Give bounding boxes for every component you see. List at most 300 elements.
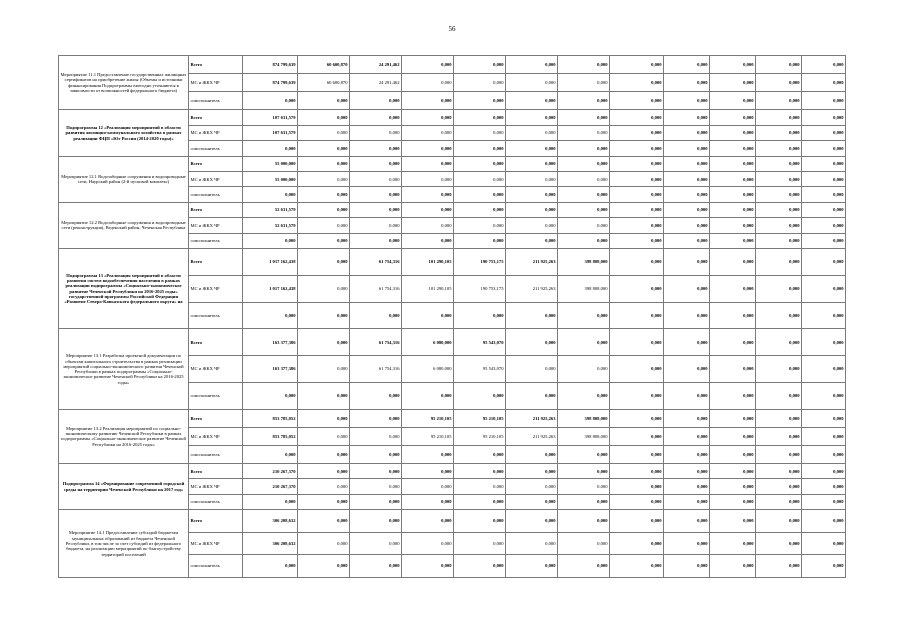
amount-cell: 0,000 xyxy=(243,92,298,110)
amount-cell: 0,000 xyxy=(558,56,610,74)
amount-cell: 0,000 xyxy=(710,464,756,479)
amount-cell: 0,000 xyxy=(610,356,664,383)
funding-source-label: соисполнитель xyxy=(189,555,243,578)
amount-cell: 0,000 xyxy=(402,74,454,92)
amount-cell: 0,000 xyxy=(506,302,558,329)
amount-cell: 0,000 xyxy=(298,233,350,248)
amount-cell: 0,000 xyxy=(610,427,664,445)
amount-cell: 0,000 xyxy=(756,479,802,494)
amount-cell: 0,000 xyxy=(610,302,664,329)
amount-cell: 0,000 xyxy=(802,187,846,202)
budget-table-body xyxy=(59,56,846,578)
amount-cell: 0,000 xyxy=(802,74,846,92)
amount-cell: 0,000 xyxy=(710,110,756,125)
amount-cell: 0,000 xyxy=(610,56,664,74)
amount-cell: 211 925,263 xyxy=(506,409,558,427)
amount-cell: 0,000 xyxy=(710,510,756,532)
funding-source-label: МС и ЖКХ ЧР xyxy=(189,479,243,494)
amount-cell: 0,000 xyxy=(710,302,756,329)
amount-cell: 0,000 xyxy=(610,510,664,532)
amount-cell: 0,000 xyxy=(664,172,710,187)
amount-cell: 0,000 xyxy=(610,92,664,110)
funding-source-label: соисполнитель xyxy=(189,494,243,509)
amount-cell: 0,000 xyxy=(506,464,558,479)
amount-cell: 0,000 xyxy=(756,275,802,302)
amount-cell: 0,000 xyxy=(298,510,350,532)
amount-cell: 0,000 xyxy=(610,275,664,302)
funding-source-label: соисполнитель xyxy=(189,445,243,463)
amount-cell: 0,000 xyxy=(558,302,610,329)
amount-cell: 0,000 xyxy=(454,555,506,578)
amount-cell: 0,000 xyxy=(506,382,558,409)
amount-cell: 0,000 xyxy=(756,92,802,110)
amount-cell: 190 753,175 xyxy=(454,275,506,302)
amount-cell: 0,000 xyxy=(664,156,710,171)
amount-cell: 0,000 xyxy=(402,187,454,202)
amount-cell: 0,000 xyxy=(454,92,506,110)
amount-cell: 0,000 xyxy=(756,510,802,532)
amount-cell: 0,000 xyxy=(454,202,506,217)
amount-cell: 0,000 xyxy=(802,445,846,463)
amount-cell: 0,000 xyxy=(664,275,710,302)
table-row xyxy=(59,510,846,532)
amount-cell: 0,000 xyxy=(710,356,756,383)
amount-cell: 0,000 xyxy=(664,125,710,140)
amount-cell: 0,000 xyxy=(756,172,802,187)
amount-cell: 190 753,175 xyxy=(454,249,506,276)
amount-cell: 0,000 xyxy=(402,464,454,479)
amount-cell: 398 808,000 xyxy=(558,427,610,445)
amount-cell: 6 080,000 xyxy=(402,356,454,383)
amount-cell: 0,000 xyxy=(298,356,350,383)
amount-cell: 0,000 xyxy=(756,187,802,202)
amount-cell: 0,000 xyxy=(402,479,454,494)
subprogram-name: Подпрограмма 13 «Реализация мероприятий в области развития систем водообеспечения населения в рамках реализации подпрограммы «Социально-экономическое развитие Чеченской Республики на 2016-2025 годы» государственной программы Российской Федерации «Развитие Северо-Кавказского федерального округа» на xyxy=(59,249,189,329)
funding-source-label: Всего xyxy=(189,56,243,74)
amount-cell: 0,000 xyxy=(506,56,558,74)
amount-cell: 0,000 xyxy=(506,218,558,233)
amount-cell: 107 631,579 xyxy=(243,110,298,125)
amount-cell: 0,000 xyxy=(610,218,664,233)
amount-cell: 0,000 xyxy=(350,202,402,217)
activity-name: Мероприятие 13.1 Разработка проектной документации по объектам капитального строительства в рамках реализации мероприятий социально-экономического развития Чеченской Республики в рамках подпрограммы «Социально-экономическое развитие Чеченской Республики на 2016-2025 годы» xyxy=(59,329,189,409)
funding-source-label: МС и ЖКХ ЧР xyxy=(189,275,243,302)
amount-cell: 1 017 162,438 xyxy=(243,275,298,302)
amount-cell: 0,000 xyxy=(756,356,802,383)
amount-cell: 0,000 xyxy=(454,74,506,92)
amount-cell: 0,000 xyxy=(610,110,664,125)
amount-cell: 0,000 xyxy=(756,202,802,217)
amount-cell: 0,000 xyxy=(243,494,298,509)
funding-source-label: МС и ЖКХ ЧР xyxy=(189,356,243,383)
amount-cell: 0,000 xyxy=(298,92,350,110)
amount-cell: 0,000 xyxy=(802,532,846,554)
amount-cell: 874 799,639 xyxy=(243,74,298,92)
amount-cell: 0,000 xyxy=(756,532,802,554)
amount-cell: 0,000 xyxy=(454,172,506,187)
amount-cell: 0,000 xyxy=(802,92,846,110)
amount-cell: 0,000 xyxy=(454,302,506,329)
amount-cell: 0,000 xyxy=(454,494,506,509)
amount-cell: 0,000 xyxy=(756,409,802,427)
subprogram-name: Подпрограмма 14 «Формирование современной городской среды на территории Чеченской Республики на 2017 год» xyxy=(59,464,189,510)
amount-cell: 0,000 xyxy=(610,141,664,156)
amount-cell: 0,000 xyxy=(802,510,846,532)
amount-cell: 0,000 xyxy=(710,275,756,302)
amount-cell: 0,000 xyxy=(802,275,846,302)
amount-cell: 55 000,000 xyxy=(243,156,298,171)
activity-name: Мероприятие 12.2 Водозаборные сооружения и водопроводные сети (реконструкция), Веденский район, Чеченская Республика xyxy=(59,202,189,248)
amount-cell: 0,000 xyxy=(710,249,756,276)
amount-cell: 0,000 xyxy=(664,445,710,463)
amount-cell: 0,000 xyxy=(610,409,664,427)
amount-cell: 0,000 xyxy=(350,427,402,445)
amount-cell: 0,000 xyxy=(350,382,402,409)
amount-cell: 853 785,052 xyxy=(243,427,298,445)
amount-cell: 0,000 xyxy=(610,464,664,479)
amount-cell: 0,000 xyxy=(402,156,454,171)
amount-cell: 0,000 xyxy=(558,494,610,509)
amount-cell: 0,000 xyxy=(802,382,846,409)
amount-cell: 0,000 xyxy=(558,479,610,494)
amount-cell: 0,000 xyxy=(558,156,610,171)
amount-cell: 0,000 xyxy=(402,494,454,509)
amount-cell: 0,000 xyxy=(402,218,454,233)
table-row xyxy=(59,249,846,276)
amount-cell: 0,000 xyxy=(454,382,506,409)
amount-cell: 0,000 xyxy=(506,202,558,217)
amount-cell: 0,000 xyxy=(298,156,350,171)
amount-cell: 0,000 xyxy=(710,156,756,171)
amount-cell: 0,000 xyxy=(664,74,710,92)
table-row xyxy=(59,409,846,427)
amount-cell: 0,000 xyxy=(350,555,402,578)
amount-cell: 0,000 xyxy=(350,218,402,233)
amount-cell: 0,000 xyxy=(402,233,454,248)
amount-cell: 0,000 xyxy=(756,445,802,463)
funding-source-label: МС и ЖКХ ЧР xyxy=(189,218,243,233)
amount-cell: 0,000 xyxy=(298,427,350,445)
amount-cell: 0,000 xyxy=(710,74,756,92)
amount-cell: 0,000 xyxy=(454,187,506,202)
amount-cell: 0,000 xyxy=(350,92,402,110)
amount-cell: 107 631,579 xyxy=(243,125,298,140)
amount-cell: 0,000 xyxy=(610,233,664,248)
amount-cell: 211 925,263 xyxy=(506,275,558,302)
amount-cell: 0,000 xyxy=(610,532,664,554)
amount-cell: 0,000 xyxy=(506,125,558,140)
amount-cell: 0,000 xyxy=(610,202,664,217)
amount-cell: 0,000 xyxy=(402,302,454,329)
amount-cell: 0,000 xyxy=(402,125,454,140)
amount-cell: 0,000 xyxy=(454,141,506,156)
amount-cell: 61 754,316 xyxy=(350,356,402,383)
amount-cell: 0,000 xyxy=(506,329,558,356)
amount-cell: 0,000 xyxy=(298,187,350,202)
amount-cell: 0,000 xyxy=(610,329,664,356)
amount-cell: 0,000 xyxy=(558,110,610,125)
amount-cell: 0,000 xyxy=(664,233,710,248)
amount-cell: 0,000 xyxy=(454,464,506,479)
amount-cell: 0,000 xyxy=(506,187,558,202)
amount-cell: 0,000 xyxy=(802,494,846,509)
amount-cell: 95 543,070 xyxy=(454,356,506,383)
amount-cell: 0,000 xyxy=(802,110,846,125)
amount-cell: 0,000 xyxy=(298,302,350,329)
amount-cell: 101 290,105 xyxy=(402,275,454,302)
amount-cell: 0,000 xyxy=(402,92,454,110)
amount-cell: 0,000 xyxy=(756,74,802,92)
amount-cell: 0,000 xyxy=(558,125,610,140)
amount-cell: 0,000 xyxy=(350,445,402,463)
amount-cell: 0,000 xyxy=(402,56,454,74)
amount-cell: 0,000 xyxy=(350,233,402,248)
amount-cell: 0,000 xyxy=(350,510,402,532)
amount-cell: 0,000 xyxy=(664,409,710,427)
amount-cell: 0,000 xyxy=(558,202,610,217)
amount-cell: 306 208,632 xyxy=(243,532,298,554)
amount-cell: 0,000 xyxy=(802,479,846,494)
amount-cell: 52 631,579 xyxy=(243,218,298,233)
amount-cell: 0,000 xyxy=(802,125,846,140)
amount-cell: 0,000 xyxy=(243,187,298,202)
amount-cell: 0,000 xyxy=(610,555,664,578)
funding-source-label: Всего xyxy=(189,202,243,217)
amount-cell: 0,000 xyxy=(610,494,664,509)
amount-cell: 95 210,105 xyxy=(402,427,454,445)
amount-cell: 0,000 xyxy=(243,141,298,156)
amount-cell: 0,000 xyxy=(710,329,756,356)
amount-cell: 0,000 xyxy=(558,356,610,383)
amount-cell: 0,000 xyxy=(298,275,350,302)
funding-source-label: МС и ЖКХ ЧР xyxy=(189,125,243,140)
funding-source-label: соисполнитель xyxy=(189,382,243,409)
amount-cell: 0,000 xyxy=(506,172,558,187)
amount-cell: 0,000 xyxy=(558,510,610,532)
amount-cell: 0,000 xyxy=(664,464,710,479)
amount-cell: 0,000 xyxy=(506,356,558,383)
amount-cell: 0,000 xyxy=(298,125,350,140)
amount-cell: 0,000 xyxy=(558,141,610,156)
amount-cell: 0,000 xyxy=(710,218,756,233)
amount-cell: 0,000 xyxy=(558,445,610,463)
amount-cell: 0,000 xyxy=(350,302,402,329)
amount-cell: 0,000 xyxy=(558,555,610,578)
amount-cell: 0,000 xyxy=(610,382,664,409)
funding-source-label: соисполнитель xyxy=(189,302,243,329)
amount-cell: 101 290,105 xyxy=(402,249,454,276)
amount-cell: 0,000 xyxy=(756,249,802,276)
amount-cell: 0,000 xyxy=(454,233,506,248)
amount-cell: 0,000 xyxy=(610,156,664,171)
amount-cell: 0,000 xyxy=(802,172,846,187)
table-row xyxy=(59,202,846,217)
amount-cell: 0,000 xyxy=(350,141,402,156)
amount-cell: 0,000 xyxy=(350,409,402,427)
amount-cell: 398 808,000 xyxy=(558,409,610,427)
amount-cell: 0,000 xyxy=(756,302,802,329)
amount-cell: 0,000 xyxy=(710,532,756,554)
amount-cell: 0,000 xyxy=(402,445,454,463)
amount-cell: 0,000 xyxy=(756,427,802,445)
amount-cell: 0,000 xyxy=(710,409,756,427)
amount-cell: 0,000 xyxy=(664,356,710,383)
amount-cell: 0,000 xyxy=(664,479,710,494)
amount-cell: 0,000 xyxy=(710,141,756,156)
amount-cell: 0,000 xyxy=(558,329,610,356)
amount-cell: 0,000 xyxy=(298,202,350,217)
amount-cell: 0,000 xyxy=(243,302,298,329)
amount-cell: 0,000 xyxy=(350,187,402,202)
amount-cell: 0,000 xyxy=(298,172,350,187)
amount-cell: 0,000 xyxy=(558,172,610,187)
amount-cell: 0,000 xyxy=(664,510,710,532)
amount-cell: 0,000 xyxy=(454,445,506,463)
funding-source-label: МС и ЖКХ ЧР xyxy=(189,532,243,554)
amount-cell: 0,000 xyxy=(610,249,664,276)
amount-cell: 61 754,316 xyxy=(350,275,402,302)
funding-source-label: соисполнитель xyxy=(189,233,243,248)
activity-name: Мероприятие 12.1 Водозаборные сооружения и водопроводные сети, Наурский район (2-й пусковой комплекс) xyxy=(59,156,189,202)
amount-cell: 0,000 xyxy=(298,494,350,509)
amount-cell: 210 267,370 xyxy=(243,464,298,479)
amount-cell: 0,000 xyxy=(756,141,802,156)
amount-cell: 0,000 xyxy=(558,92,610,110)
amount-cell: 0,000 xyxy=(756,464,802,479)
amount-cell: 0,000 xyxy=(454,218,506,233)
table-row xyxy=(59,464,846,479)
amount-cell: 0,000 xyxy=(756,382,802,409)
amount-cell: 0,000 xyxy=(506,92,558,110)
amount-cell: 0,000 xyxy=(558,382,610,409)
amount-cell: 0,000 xyxy=(802,555,846,578)
amount-cell: 0,000 xyxy=(558,233,610,248)
amount-cell: 0,000 xyxy=(802,302,846,329)
amount-cell: 163 377,386 xyxy=(243,329,298,356)
amount-cell: 0,000 xyxy=(756,110,802,125)
amount-cell: 0,000 xyxy=(664,249,710,276)
amount-cell: 52 631,579 xyxy=(243,202,298,217)
amount-cell: 61 754,316 xyxy=(350,329,402,356)
activity-name: Мероприятие 14.1 Предоставление субсидий бюджетам муниципальных образований из бюджета Чеченской Республики, в том числе за счет субсидий из федерального бюджета, на реализацию мероприятий по благоустройству территорий поселений xyxy=(59,510,189,578)
funding-source-label: МС и ЖКХ ЧР xyxy=(189,74,243,92)
funding-source-label: соисполнитель xyxy=(189,92,243,110)
amount-cell: 0,000 xyxy=(710,56,756,74)
amount-cell: 0,000 xyxy=(710,202,756,217)
amount-cell: 95 210,105 xyxy=(454,409,506,427)
amount-cell: 0,000 xyxy=(664,92,710,110)
funding-source-label: Всего xyxy=(189,409,243,427)
amount-cell: 0,000 xyxy=(350,479,402,494)
amount-cell: 0,000 xyxy=(454,110,506,125)
funding-source-label: Всего xyxy=(189,249,243,276)
amount-cell: 24 291,462 xyxy=(350,56,402,74)
amount-cell: 0,000 xyxy=(506,555,558,578)
activity-name: Мероприятие 13.2 Реализация мероприятий по социально-экономическому развитию Чеченской Республики в рамках подпрограммы «Социально-экономическое развитие Чеченской Республики на 2016-2025 годы» xyxy=(59,409,189,463)
amount-cell: 1 017 162,438 xyxy=(243,249,298,276)
amount-cell: 0,000 xyxy=(802,56,846,74)
amount-cell: 0,000 xyxy=(756,125,802,140)
amount-cell: 210 267,370 xyxy=(243,479,298,494)
amount-cell: 0,000 xyxy=(454,56,506,74)
amount-cell: 0,000 xyxy=(802,141,846,156)
amount-cell: 0,000 xyxy=(298,382,350,409)
amount-cell: 0,000 xyxy=(664,218,710,233)
amount-cell: 0,000 xyxy=(756,56,802,74)
amount-cell: 0,000 xyxy=(610,445,664,463)
amount-cell: 0,000 xyxy=(506,494,558,509)
amount-cell: 0,000 xyxy=(558,464,610,479)
table-row xyxy=(59,156,846,171)
amount-cell: 61 754,316 xyxy=(350,249,402,276)
funding-source-label: МС и ЖКХ ЧР xyxy=(189,427,243,445)
amount-cell: 0,000 xyxy=(610,125,664,140)
funding-source-label: МС и ЖКХ ЧР xyxy=(189,172,243,187)
amount-cell: 0,000 xyxy=(506,141,558,156)
amount-cell: 0,000 xyxy=(350,172,402,187)
amount-cell: 0,000 xyxy=(802,329,846,356)
activity-name: Мероприятие 11.1 Предоставление государственных жилищных сертификатов на приобретение жилья (Объемы и источники финансирования Подпрограммы ежегодно уточняются в зависимости от возможностей федерального бюджета) xyxy=(59,56,189,110)
amount-cell: 0,000 xyxy=(664,382,710,409)
amount-cell: 0,000 xyxy=(402,141,454,156)
amount-cell: 853 785,052 xyxy=(243,409,298,427)
amount-cell: 0,000 xyxy=(664,202,710,217)
amount-cell: 0,000 xyxy=(558,74,610,92)
amount-cell: 0,000 xyxy=(610,74,664,92)
amount-cell: 306 208,632 xyxy=(243,510,298,532)
amount-cell: 0,000 xyxy=(710,172,756,187)
amount-cell: 0,000 xyxy=(454,510,506,532)
amount-cell: 0,000 xyxy=(664,302,710,329)
amount-cell: 0,000 xyxy=(402,172,454,187)
amount-cell: 398 808,000 xyxy=(558,275,610,302)
amount-cell: 0,000 xyxy=(664,187,710,202)
amount-cell: 0,000 xyxy=(402,510,454,532)
amount-cell: 0,000 xyxy=(558,532,610,554)
amount-cell: 0,000 xyxy=(350,110,402,125)
amount-cell: 0,000 xyxy=(802,218,846,233)
amount-cell: 0,000 xyxy=(664,532,710,554)
amount-cell: 0,000 xyxy=(802,409,846,427)
amount-cell: 0,000 xyxy=(710,92,756,110)
amount-cell: 398 808,000 xyxy=(558,249,610,276)
amount-cell: 163 377,386 xyxy=(243,356,298,383)
amount-cell: 0,000 xyxy=(243,382,298,409)
funding-source-label: Всего xyxy=(189,510,243,532)
amount-cell: 0,000 xyxy=(243,555,298,578)
amount-cell: 0,000 xyxy=(298,445,350,463)
amount-cell: 0,000 xyxy=(298,329,350,356)
amount-cell: 0,000 xyxy=(710,233,756,248)
amount-cell: 0,000 xyxy=(454,532,506,554)
amount-cell: 0,000 xyxy=(802,233,846,248)
amount-cell: 0,000 xyxy=(402,382,454,409)
amount-cell: 0,000 xyxy=(350,125,402,140)
amount-cell: 95 210,105 xyxy=(454,427,506,445)
amount-cell: 0,000 xyxy=(802,202,846,217)
budget-table xyxy=(58,55,846,578)
amount-cell: 0,000 xyxy=(454,479,506,494)
amount-cell: 0,000 xyxy=(506,74,558,92)
amount-cell: 0,000 xyxy=(664,56,710,74)
amount-cell: 0,000 xyxy=(402,532,454,554)
amount-cell: 0,000 xyxy=(506,233,558,248)
amount-cell: 0,000 xyxy=(298,249,350,276)
amount-cell: 0,000 xyxy=(710,555,756,578)
amount-cell: 6 080,000 xyxy=(402,329,454,356)
table-row xyxy=(59,56,846,74)
amount-cell: 0,000 xyxy=(710,445,756,463)
